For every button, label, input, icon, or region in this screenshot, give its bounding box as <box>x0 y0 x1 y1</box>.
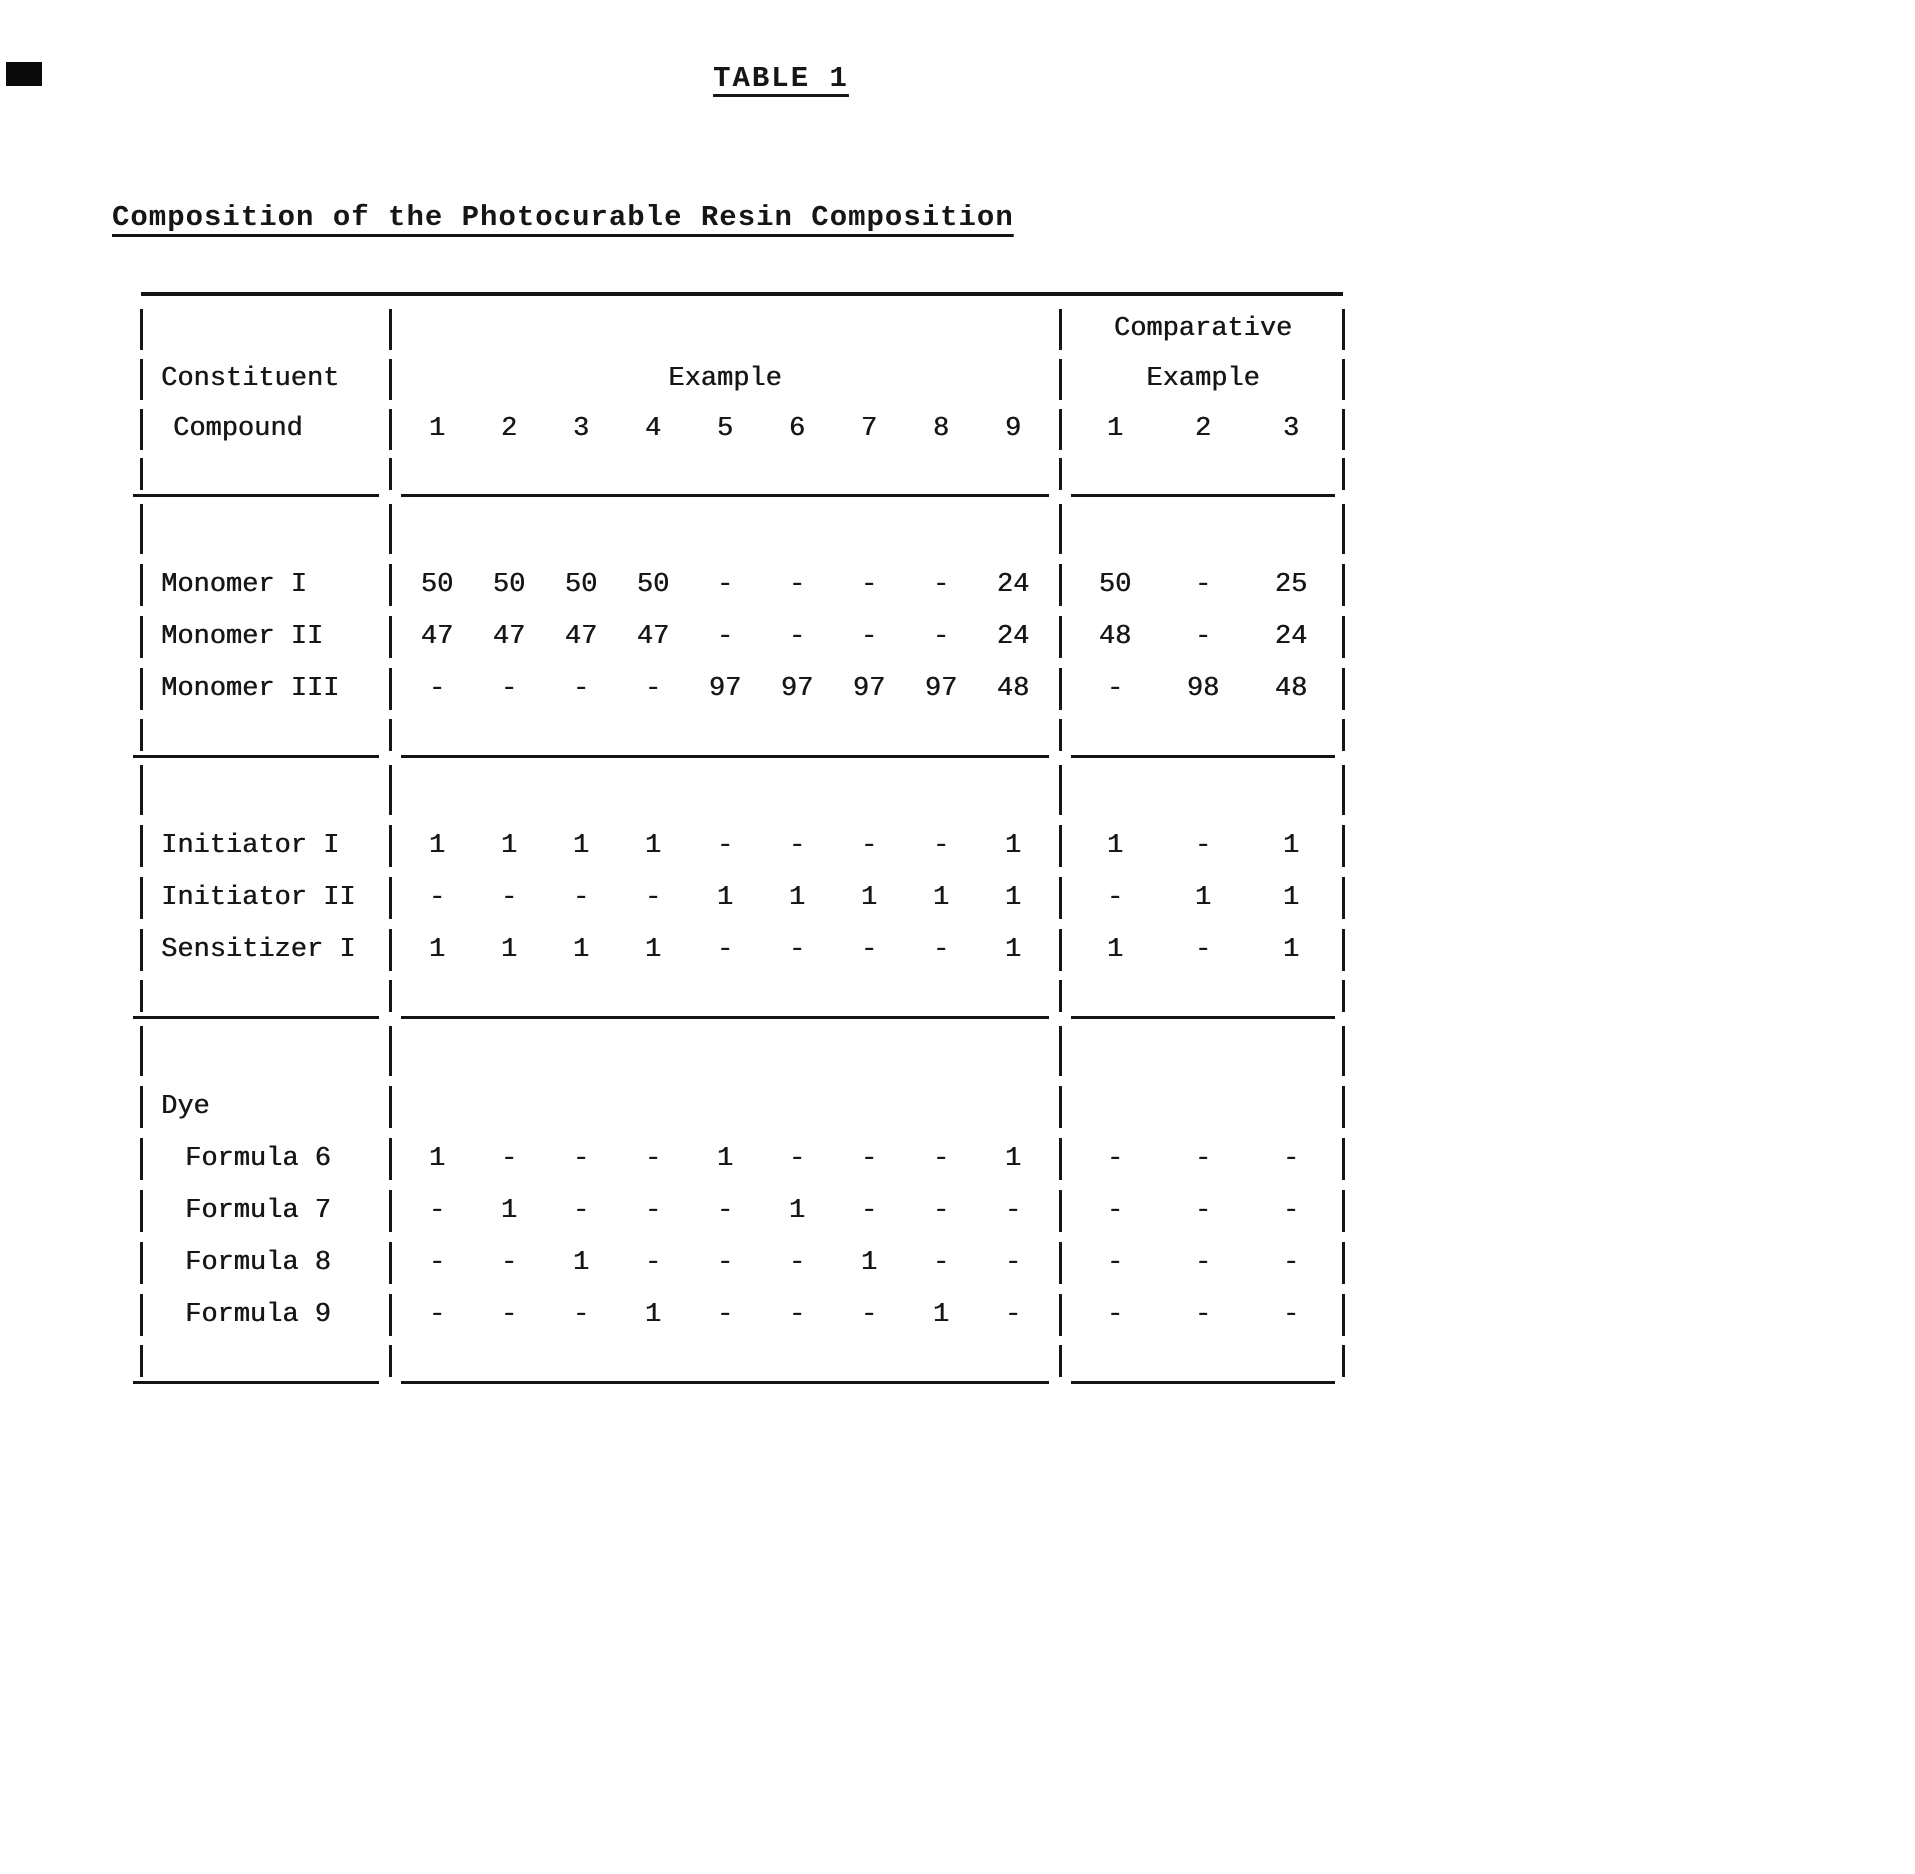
column-divider <box>133 1341 149 1381</box>
value-cell: 98 <box>1186 674 1220 704</box>
column-divider <box>133 559 149 611</box>
column-divider <box>1335 663 1351 715</box>
value-cell: 1 <box>572 1248 590 1278</box>
row-label: Dye <box>161 1092 210 1122</box>
group-spacer <box>133 976 1351 1016</box>
column-divider <box>133 1021 149 1081</box>
value-cell: 50 <box>492 570 526 600</box>
row-label: Formula 7 <box>185 1196 331 1226</box>
column-divider <box>133 976 149 1016</box>
table-top-rule <box>141 292 1343 296</box>
column-divider <box>379 760 401 820</box>
row-label: Monomer II <box>161 622 324 652</box>
value-cell: - <box>860 935 878 965</box>
column-divider <box>1335 499 1351 559</box>
value-cell: - <box>1194 1196 1212 1226</box>
column-divider <box>1335 872 1351 924</box>
column-divider <box>1049 304 1071 354</box>
value-cell: - <box>1282 1248 1300 1278</box>
value-cell: - <box>932 935 950 965</box>
value-cell: 47 <box>636 622 670 652</box>
value-cell: 1 <box>788 1196 806 1226</box>
value-cell: - <box>860 831 878 861</box>
value-cell: 1 <box>1282 935 1300 965</box>
column-divider <box>1335 354 1351 404</box>
column-divider <box>1335 611 1351 663</box>
row-label: Formula 9 <box>185 1300 331 1330</box>
value-cell: 47 <box>492 622 526 652</box>
row-label: Monomer III <box>161 674 340 704</box>
column-divider <box>1335 1237 1351 1289</box>
comparative-col-header: 3 <box>1282 414 1300 444</box>
rule-segment <box>133 755 379 758</box>
value-cell: 1 <box>500 935 518 965</box>
value-cell: - <box>1282 1196 1300 1226</box>
column-divider <box>379 715 401 755</box>
value-cell: - <box>644 883 662 913</box>
rule-segment <box>1071 1016 1335 1019</box>
column-divider <box>133 1289 149 1341</box>
value-cell: 1 <box>500 1196 518 1226</box>
value-cell: - <box>1194 622 1212 652</box>
value-cell: 24 <box>1274 622 1308 652</box>
value-cell: - <box>500 1144 518 1174</box>
column-divider <box>1335 760 1351 820</box>
row-label: Sensitizer I <box>161 935 356 965</box>
column-divider <box>1335 924 1351 976</box>
value-cell: - <box>572 1144 590 1174</box>
table-row <box>133 1185 1351 1237</box>
table-row <box>133 1289 1351 1341</box>
table-row <box>133 924 1351 976</box>
column-divider <box>1049 1133 1071 1185</box>
column-divider <box>379 454 401 494</box>
value-cell: - <box>1194 1248 1212 1278</box>
column-divider <box>379 1185 401 1237</box>
column-divider <box>379 820 401 872</box>
rule-segment <box>1071 755 1335 758</box>
comparative-header-line1: Comparative <box>1113 314 1293 344</box>
column-divider <box>379 1133 401 1185</box>
column-divider <box>379 663 401 715</box>
rule-segment <box>133 494 379 497</box>
value-cell: 1 <box>572 831 590 861</box>
value-cell: 47 <box>420 622 454 652</box>
column-divider <box>1049 1341 1071 1381</box>
column-divider <box>1049 872 1071 924</box>
column-divider <box>1049 924 1071 976</box>
row-label: Initiator I <box>161 831 340 861</box>
column-divider <box>1049 1237 1071 1289</box>
value-cell: 1 <box>644 831 662 861</box>
value-cell: 97 <box>852 674 886 704</box>
value-cell: 1 <box>788 883 806 913</box>
value-cell: - <box>1282 1300 1300 1330</box>
value-cell: 24 <box>996 570 1030 600</box>
value-cell: 1 <box>1106 831 1124 861</box>
compound-header: Compound <box>173 414 303 444</box>
column-divider <box>1335 1185 1351 1237</box>
column-divider <box>379 872 401 924</box>
value-cell: 50 <box>636 570 670 600</box>
value-cell: 25 <box>1274 570 1308 600</box>
value-cell: 1 <box>716 1144 734 1174</box>
row-label: Initiator II <box>161 883 356 913</box>
table-row <box>133 611 1351 663</box>
value-cell: 47 <box>564 622 598 652</box>
column-divider <box>379 499 401 559</box>
value-cell: - <box>1106 674 1124 704</box>
column-divider <box>133 499 149 559</box>
header-spacer <box>133 454 1351 494</box>
value-cell: 1 <box>860 1248 878 1278</box>
value-cell: - <box>716 1196 734 1226</box>
value-cell: - <box>572 674 590 704</box>
group-spacer <box>133 1341 1351 1381</box>
value-cell: 50 <box>564 570 598 600</box>
value-cell: - <box>932 570 950 600</box>
value-cell: - <box>860 1144 878 1174</box>
table-title-text: TABLE 1 <box>713 62 849 95</box>
column-divider <box>1049 499 1071 559</box>
value-cell: 50 <box>1098 570 1132 600</box>
column-divider <box>379 304 401 354</box>
value-cell: 1 <box>1282 831 1300 861</box>
column-divider <box>133 924 149 976</box>
value-cell: - <box>1004 1300 1022 1330</box>
column-divider <box>379 404 401 454</box>
value-cell: - <box>1194 831 1212 861</box>
column-divider <box>1049 354 1071 404</box>
column-divider <box>133 872 149 924</box>
value-cell: - <box>1106 883 1124 913</box>
value-cell: - <box>932 1248 950 1278</box>
value-cell: - <box>500 674 518 704</box>
example-col-header: 4 <box>644 414 662 444</box>
column-divider <box>379 1237 401 1289</box>
value-cell: 48 <box>1098 622 1132 652</box>
value-cell: 1 <box>500 831 518 861</box>
value-cell: - <box>860 1300 878 1330</box>
column-divider <box>133 611 149 663</box>
section-rule <box>133 1381 1351 1386</box>
value-cell: 1 <box>644 935 662 965</box>
example-col-header: 5 <box>716 414 734 444</box>
column-divider <box>379 1081 401 1133</box>
value-cell: - <box>716 622 734 652</box>
table-body <box>133 499 1351 1386</box>
column-divider <box>133 820 149 872</box>
comparative-col-header: 1 <box>1106 414 1124 444</box>
value-cell: - <box>716 935 734 965</box>
value-cell: - <box>1194 570 1212 600</box>
value-cell: - <box>1106 1196 1124 1226</box>
value-cell: 1 <box>1004 935 1022 965</box>
header-row-section-labels <box>133 354 1351 404</box>
example-col-header: 2 <box>500 414 518 444</box>
value-cell: 1 <box>428 935 446 965</box>
page-title <box>172 62 1390 95</box>
table-caption: Composition of the Photocurable Resin Composition <box>112 201 1014 234</box>
column-divider <box>133 304 149 354</box>
value-cell: 1 <box>1004 1144 1022 1174</box>
value-cell: - <box>572 883 590 913</box>
value-cell: 97 <box>924 674 958 704</box>
column-divider <box>379 1289 401 1341</box>
value-cell: 50 <box>420 570 454 600</box>
column-divider <box>379 1021 401 1081</box>
column-divider <box>1049 715 1071 755</box>
value-cell: - <box>1194 935 1212 965</box>
column-divider <box>379 559 401 611</box>
example-col-header: 6 <box>788 414 806 444</box>
value-cell: 1 <box>428 831 446 861</box>
example-col-header: 7 <box>860 414 878 444</box>
column-divider <box>133 1081 149 1133</box>
value-cell: - <box>572 1300 590 1330</box>
table-row <box>133 1133 1351 1185</box>
example-section-header: Example <box>668 364 782 394</box>
value-cell: 1 <box>932 883 950 913</box>
table-row <box>133 663 1351 715</box>
value-cell: - <box>1004 1248 1022 1278</box>
value-cell: - <box>860 622 878 652</box>
value-cell: - <box>1194 1300 1212 1330</box>
value-cell: - <box>644 1248 662 1278</box>
group-spacer <box>133 715 1351 755</box>
value-cell: 48 <box>1274 674 1308 704</box>
value-cell: 1 <box>644 1300 662 1330</box>
column-divider <box>1049 611 1071 663</box>
column-divider <box>1335 820 1351 872</box>
rule-segment <box>133 1016 379 1019</box>
value-cell: 1 <box>716 883 734 913</box>
value-cell: - <box>572 1196 590 1226</box>
column-divider <box>1335 1289 1351 1341</box>
rule-segment <box>401 755 1049 758</box>
value-cell: - <box>932 622 950 652</box>
comparative-col-header: 2 <box>1194 414 1212 444</box>
column-divider <box>1335 304 1351 354</box>
value-cell: - <box>788 570 806 600</box>
scan-artifact <box>6 62 42 86</box>
value-cell: - <box>1106 1248 1124 1278</box>
header-row-column-numbers <box>133 404 1351 454</box>
column-divider <box>1335 1133 1351 1185</box>
value-cell: - <box>500 883 518 913</box>
rule-segment <box>401 494 1049 497</box>
value-cell: 97 <box>780 674 814 704</box>
row-label: Monomer I <box>161 570 307 600</box>
column-divider <box>133 1133 149 1185</box>
value-cell: - <box>1106 1144 1124 1174</box>
value-cell: - <box>644 1196 662 1226</box>
column-divider <box>133 760 149 820</box>
column-divider <box>1049 760 1071 820</box>
table-row <box>133 872 1351 924</box>
value-cell: 1 <box>1194 883 1212 913</box>
column-divider <box>133 715 149 755</box>
value-cell: - <box>1106 1300 1124 1330</box>
value-cell: - <box>500 1248 518 1278</box>
value-cell: - <box>644 1144 662 1174</box>
column-divider <box>1049 404 1071 454</box>
column-divider <box>1335 1021 1351 1081</box>
column-divider <box>1049 820 1071 872</box>
column-divider <box>379 611 401 663</box>
value-cell: - <box>644 674 662 704</box>
constituent-header: Constituent <box>161 364 340 394</box>
column-divider <box>1335 404 1351 454</box>
value-cell: 1 <box>1004 831 1022 861</box>
table-row <box>133 820 1351 872</box>
group-spacer <box>133 760 1351 820</box>
value-cell: - <box>428 883 446 913</box>
column-divider <box>1335 1341 1351 1381</box>
value-cell: - <box>788 1144 806 1174</box>
value-cell: - <box>428 674 446 704</box>
value-cell: - <box>716 831 734 861</box>
value-cell: 1 <box>428 1144 446 1174</box>
column-divider <box>1049 559 1071 611</box>
value-cell: - <box>932 1196 950 1226</box>
value-cell: - <box>716 1248 734 1278</box>
value-cell: - <box>500 1300 518 1330</box>
value-cell: - <box>788 1300 806 1330</box>
value-cell: - <box>1282 1144 1300 1174</box>
table-row <box>133 1237 1351 1289</box>
column-divider <box>1335 715 1351 755</box>
composition-table <box>133 292 1351 1386</box>
value-cell: 97 <box>708 674 742 704</box>
comparative-header-line2: Example <box>1146 364 1260 394</box>
column-divider <box>1049 663 1071 715</box>
value-cell: - <box>428 1248 446 1278</box>
value-cell: 1 <box>860 883 878 913</box>
column-divider <box>1335 559 1351 611</box>
group-spacer <box>133 1021 1351 1081</box>
value-cell: - <box>860 1196 878 1226</box>
column-divider <box>379 1341 401 1381</box>
column-divider <box>379 976 401 1016</box>
column-divider <box>379 924 401 976</box>
row-label: Formula 6 <box>185 1144 331 1174</box>
column-divider <box>133 1237 149 1289</box>
rule-segment <box>1071 494 1335 497</box>
table-row <box>133 1081 1351 1133</box>
column-divider <box>1049 1021 1071 1081</box>
value-cell: 48 <box>996 674 1030 704</box>
column-divider <box>133 1185 149 1237</box>
value-cell: - <box>716 570 734 600</box>
value-cell: 1 <box>932 1300 950 1330</box>
column-divider <box>133 354 149 404</box>
example-col-header: 9 <box>1004 414 1022 444</box>
column-divider <box>133 404 149 454</box>
example-col-header: 3 <box>572 414 590 444</box>
column-divider <box>133 663 149 715</box>
value-cell: - <box>1004 1196 1022 1226</box>
value-cell: - <box>716 1300 734 1330</box>
column-divider <box>133 454 149 494</box>
value-cell: - <box>860 570 878 600</box>
column-divider <box>1335 976 1351 1016</box>
column-divider <box>1049 454 1071 494</box>
rule-segment <box>133 1381 379 1384</box>
value-cell: 1 <box>1004 883 1022 913</box>
value-cell: 24 <box>996 622 1030 652</box>
value-cell: 1 <box>572 935 590 965</box>
value-cell: - <box>428 1196 446 1226</box>
column-divider <box>1335 1081 1351 1133</box>
group-spacer <box>133 499 1351 559</box>
value-cell: - <box>932 1144 950 1174</box>
column-divider <box>1049 1185 1071 1237</box>
value-cell: - <box>788 1248 806 1278</box>
value-cell: - <box>788 622 806 652</box>
rule-segment <box>401 1381 1049 1384</box>
column-divider <box>1335 454 1351 494</box>
value-cell: - <box>788 935 806 965</box>
value-cell: 1 <box>1282 883 1300 913</box>
column-divider <box>1049 976 1071 1016</box>
column-divider <box>379 354 401 404</box>
value-cell: 1 <box>1106 935 1124 965</box>
table-row <box>133 559 1351 611</box>
rule-segment <box>401 1016 1049 1019</box>
column-divider <box>1049 1289 1071 1341</box>
value-cell: - <box>428 1300 446 1330</box>
example-col-header: 8 <box>932 414 950 444</box>
header-row-comparative <box>133 304 1351 354</box>
value-cell: - <box>932 831 950 861</box>
value-cell: - <box>788 831 806 861</box>
rule-segment <box>1071 1381 1335 1384</box>
column-divider <box>1049 1081 1071 1133</box>
example-col-header: 1 <box>428 414 446 444</box>
value-cell: - <box>1194 1144 1212 1174</box>
row-label: Formula 8 <box>185 1248 331 1278</box>
